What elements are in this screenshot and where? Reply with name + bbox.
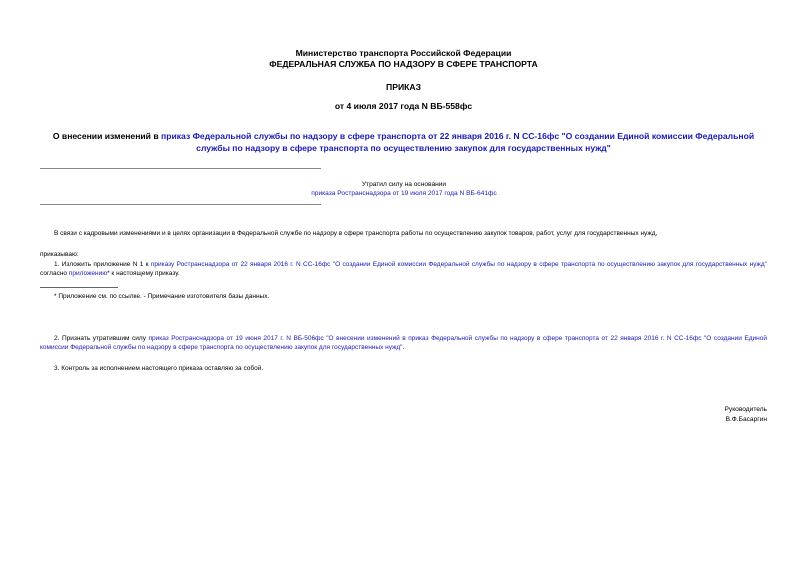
preamble-paragraph: В связи с кадровыми изменениями и в целях организации в Федеральной службе по надзору в сфере транспорта работы по осуществлению закупок товаров, работ, услуг для государственных нужд, bbox=[54, 230, 658, 237]
document-date-number: от 4 июля 2017 года N ВБ-558фс bbox=[334, 101, 473, 111]
item-3-paragraph: 3. Контроль за исполнением настоящего приказа оставляю за собой. bbox=[54, 365, 264, 372]
item-1-suffix: * к настоящему приказу. bbox=[107, 270, 180, 278]
ministry-name: Министерство транспорта Российской Федерации bbox=[295, 48, 512, 58]
signatory-name: В.Ф.Басаргин bbox=[725, 416, 767, 423]
status-repeal-link[interactable]: приказа Ространснадзора от 19 июля 2017 года N ВБ-641фс bbox=[311, 190, 497, 197]
status-divider-top bbox=[40, 168, 321, 169]
item-2-prefix: 2. Признать утратившим силу bbox=[54, 335, 149, 342]
footnote: * Приложение см. по ссылке. - Примечание изготовителя базы данных. bbox=[54, 293, 270, 300]
item-2-paragraph bbox=[40, 334, 767, 353]
orders-word: приказываю: bbox=[40, 251, 79, 258]
item-1-mid: согласно bbox=[40, 270, 69, 278]
item-1-appendix-link[interactable]: приложению bbox=[68, 270, 108, 278]
signatory-position: Руководитель bbox=[724, 406, 767, 413]
status-note bbox=[230, 180, 578, 198]
item-2-suffix: . bbox=[402, 344, 405, 352]
document-title bbox=[40, 131, 767, 154]
service-name: ФЕДЕРАЛЬНАЯ СЛУЖБА ПО НАДЗОРУ В СФЕРЕ ТРАНСПОРТА bbox=[269, 59, 538, 69]
footnote-divider bbox=[40, 287, 118, 288]
item-1-order-link[interactable]: приказу Ространснадзора от 22 января 2016 г. N СС-16фс "О создании Единой комиссии Федеральной службы по надзору в сфере транспорта по осуществлению закупок для государственных нужд" bbox=[150, 261, 767, 268]
item-1-prefix: 1. Изложить приложение N 1 к bbox=[54, 261, 151, 268]
status-divider-bottom bbox=[40, 204, 321, 205]
status-note-text: Утратил силу на основании bbox=[361, 181, 447, 188]
document-type: ПРИКАЗ bbox=[386, 82, 421, 92]
item-1-paragraph bbox=[40, 260, 767, 279]
item-2-repealed-order-link[interactable]: приказ Ространснадзора от 19 июня 2017 г. N ВБ-506фс "О внесении изменений в приказ Федеральной службы по надзору в сфере транспорта от 22 января 2016 г. N СС-16фс "О создании Единой комиссии Федеральной службы по надзору в сфере транспорта по осуществлению закупок для государственных нужд" bbox=[40, 335, 767, 352]
title-amended-order-link[interactable]: приказ Федеральной службы по надзору в сфере транспорта от 22 января 2016 г. N СС-16фс "О создании Единой комиссии Федеральной службы по надзору в сфере транспорта по осуществлению закупок для государственных нужд" bbox=[161, 131, 755, 153]
signature-block bbox=[725, 405, 767, 425]
title-prefix: О внесении изменений в bbox=[52, 131, 162, 141]
